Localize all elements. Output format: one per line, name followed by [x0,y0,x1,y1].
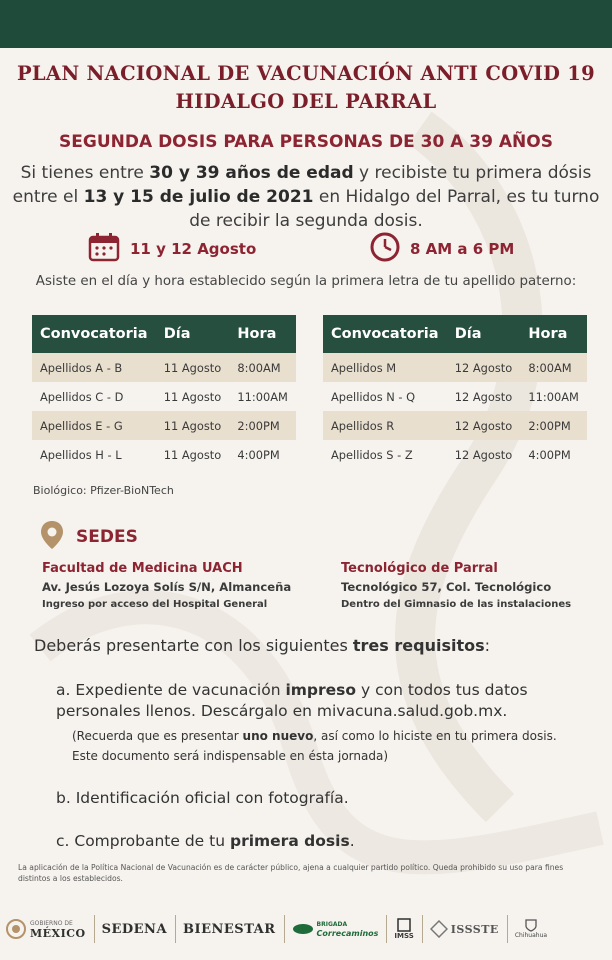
column-header-convocatoria: Convocatoria [323,315,447,353]
dates-row [88,232,256,266]
cell-hora: 8:00AM [520,353,587,382]
cell-hora: 2:00PM [229,411,296,440]
cell-convocatoria: Apellidos E - G [32,411,156,440]
table-row [32,411,296,440]
intro-paragraph: Si tienes entre 30 y 39 años de edad y recibiste tu primera dósis entre el 13 y 15 de julio de 2021 en Hidalgo del Parral, es tu turno de recibir la segunda dosis. [12,163,600,231]
cell-convocatoria: Apellidos S - Z [331,447,413,462]
sede-address: Tecnológico 57, Col. Tecnológico [341,580,552,594]
divider [175,915,176,943]
sede-left [42,561,291,610]
column-header-hora: Hora [520,315,587,353]
column-header-dia: Día [156,315,230,353]
logo-sedena: SEDENA [101,921,168,937]
footer-logos [0,898,612,960]
sede-name: Facultad de Medicina UACH [42,561,243,576]
calendar-icon [88,232,120,266]
table-row [32,382,296,411]
table-row [323,411,587,440]
cell-hora: 8:00AM [229,353,296,382]
biologico-text: Biológico: Pfizer-BioNTech [33,484,174,497]
top-banner [0,0,612,48]
schedule-table-left [32,315,296,469]
cell-convocatoria: Apellidos H - L [40,447,122,462]
logo-chihuahua: Chihuahua [515,918,547,940]
roadrunner-icon [292,922,314,936]
cell-hora: 4:00PM [237,447,280,462]
logo-gobierno-mexico: GOBIERNO DE MÉXICO [6,918,86,940]
requisito-a-note: (Recuerda que es presentar uno nuevo, así como lo hiciste en tu primera dosis. [72,729,557,743]
issste-icon [430,920,448,938]
hours-text: 8 AM a 6 PM [410,240,515,258]
eagle-seal-icon [6,918,26,940]
requisito-b: b. Identificación oficial con fotografía. [56,789,349,807]
table-header-row [323,315,587,353]
cell-convocatoria: Apellidos A - B [32,353,156,382]
cell-dia: 12 Agosto [454,389,513,404]
cell-hora: 2:00PM [520,411,587,440]
hours-row [370,232,514,266]
cell-convocatoria: Apellidos C - D [40,389,124,404]
column-header-convocatoria: Convocatoria [32,315,156,353]
divider [284,915,285,943]
table-row [323,353,587,382]
requisito-c: c. Comprobante de tu primera dosis. [56,832,355,850]
legal-disclaimer: La aplicación de la Política Nacional de Vacunación es de carácter público, ajena a cualquier partido político. Queda prohibido su uso para fines distintos a los establecidos. [18,863,564,883]
sede-note: Dentro del Gimnasio de las instalaciones [341,599,572,610]
cell-dia: 12 Agosto [447,411,521,440]
divider [422,915,423,943]
cell-dia: 11 Agosto [156,411,230,440]
requisito-a-note2: Este documento será indispensable en ésta jornada) [72,749,388,763]
table-header-row [32,315,296,353]
page-title-line2: HIDALGO DEL PARRAL [175,90,437,113]
cell-convocatoria: Apellidos M [323,353,447,382]
cell-hora: 11:00AM [237,389,288,404]
cell-dia: 11 Agosto [163,389,222,404]
requisitos-intro: Deberás presentarte con los siguientes tres requisitos: [34,636,491,655]
cell-dia: 11 Agosto [163,447,222,462]
divider [507,915,508,943]
divider [386,915,387,943]
page-title-line1: PLAN NACIONAL DE VACUNACIÓN ANTI COVID 19 [16,62,596,85]
imss-eagle-icon [397,918,411,932]
table-row [32,440,296,469]
page-subtitle: SEGUNDA DOSIS PARA PERSONAS DE 30 A 39 AÑOS [59,132,553,152]
dates-text: 11 y 12 Agosto [130,240,257,258]
sede-name: Tecnológico de Parral [341,561,498,576]
cell-dia: 12 Agosto [454,447,513,462]
column-header-hora: Hora [229,315,296,353]
requisito-a: a. Expediente de vacunación impreso y con todos tus datos personales llenos. Descárgalo en mivacuna.salud.gob.mx. (Recuerda que es presentar uno nuevo, así como lo hiciste en tu primera dosis. Este documento será indispensable en ésta jornada) [56,680,576,766]
location-pin-icon [40,520,64,554]
clock-icon [370,232,400,266]
schedule-table-right [323,315,587,469]
column-header-dia: Día [447,315,521,353]
logo-brigada-correcaminos: BRIGADA Correcaminos [292,920,379,938]
logo-imss: IMSS [394,918,413,941]
cell-dia: 11 Agosto [156,353,230,382]
cell-convocatoria: Apellidos R [323,411,447,440]
chihuahua-shield-icon [524,918,538,932]
table-row [323,440,587,469]
cell-convocatoria: Apellidos N - Q [331,389,416,404]
table-row [323,382,587,411]
cell-dia: 12 Agosto [447,353,521,382]
sede-address: Av. Jesús Lozoya Solís S/N, Almanceña [42,580,292,594]
sedes-label: SEDES [76,527,138,547]
table-row [32,353,296,382]
cell-hora: 4:00PM [528,447,571,462]
logo-bienestar: BIENESTAR [183,921,276,937]
divider [94,915,95,943]
cell-hora: 11:00AM [528,389,579,404]
instructions-text: Asiste en el día y hora establecido según la primera letra de tu apellido paterno: [35,274,577,289]
sede-note: Ingreso por acceso del Hospital General [42,599,268,610]
sedes-heading [40,520,138,554]
logo-issste: ISSSTE [430,920,499,938]
sede-right [341,561,571,610]
